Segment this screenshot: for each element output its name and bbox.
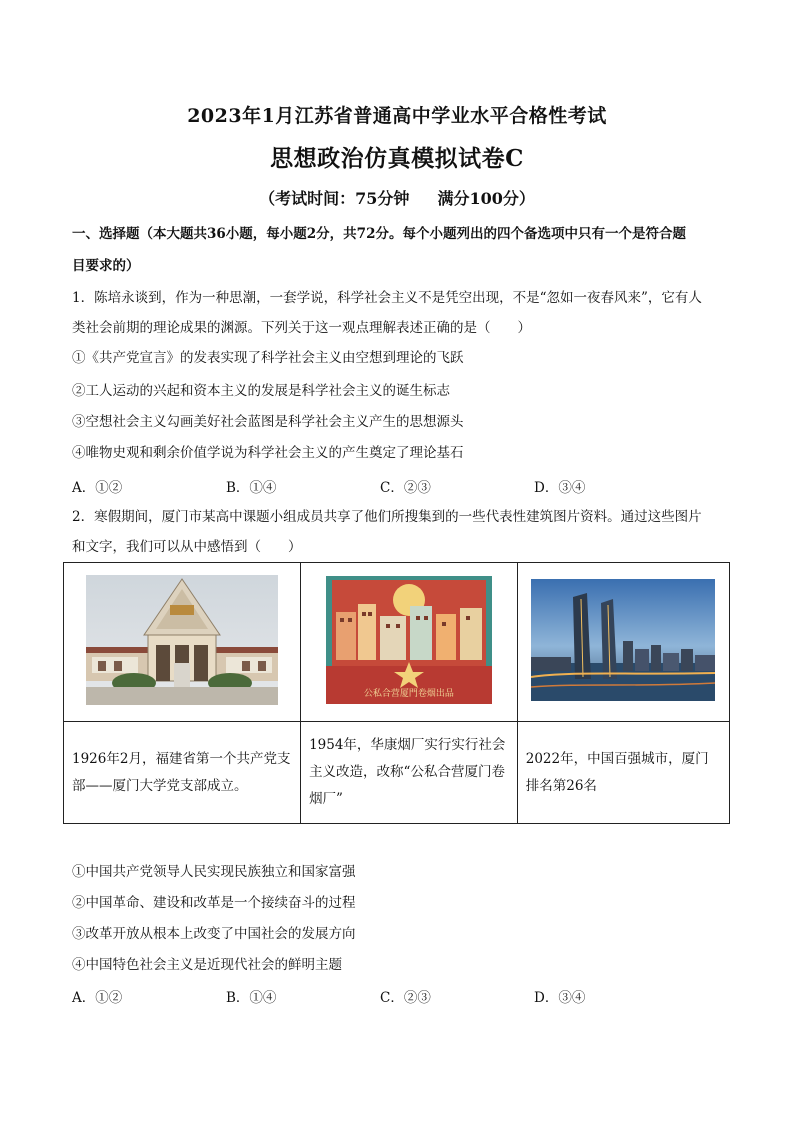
q1-statement-4: ④唯物史观和剩余价值学说为科学社会主义的产生奠定了理论基石 [72, 445, 464, 461]
q2-statement-3: ③改革开放从根本上改变了中国社会的发展方向 [72, 926, 356, 942]
q1-stem-line1: 1．陈培永谈到，作为一种思潮，一套学说，科学社会主义不是凭空出现，不是“忽如一夜春风来”，它有人 [72, 290, 702, 306]
q1-statement-3: ③空想社会主义勾画美好社会蓝图是科学社会主义产生的思想源头 [72, 414, 464, 430]
q2-option-c[interactable]: C．②③ [380, 990, 431, 1006]
q2-material-table [63, 562, 730, 824]
q1-options [72, 476, 732, 496]
q1-option-a[interactable]: A．①② [72, 480, 123, 496]
q1-option-b[interactable]: B．①④ [226, 480, 277, 496]
q1-option-d[interactable]: D．③④ [534, 480, 586, 496]
exam-time: （考试时间：75分钟 [259, 189, 410, 208]
photo-cell-1 [64, 563, 301, 722]
exam-subtitle: 思想政治仿真模拟试卷C [270, 145, 524, 172]
photo-cell-2 [301, 563, 518, 722]
caption-cell-2: 1954年，华康烟厂实行实行社会主义改造，改称“公私合营厦门卷烟厂” [301, 722, 518, 824]
q2-option-b[interactable]: B．①④ [226, 990, 277, 1006]
cigarette-factory-poster-photo [326, 576, 492, 704]
caption-cell-3: 2022年，中国百强城市，厦门排名第26名 [517, 722, 729, 824]
q2-stem-line1: 2．寒假期间，厦门市某高中课题小组成员共享了他们所搜集到的一些代表性建筑图片资料。通过这些图片 [72, 509, 702, 525]
q2-option-d[interactable]: D．③④ [534, 990, 586, 1006]
exam-title: 2023年1月江苏省普通高中学业水平合格性考试 [187, 105, 607, 127]
xiamen-university-building-photo [86, 575, 278, 705]
exam-score: 满分100分） [437, 189, 535, 208]
section-heading-line2: 目要求的） [72, 258, 140, 274]
photo-cell-3 [517, 563, 729, 722]
q2-statement-4: ④中国特色社会主义是近现代社会的鲜明主题 [72, 957, 342, 973]
q1-statement-1: ①《共产党宣言》的发表实现了科学社会主义由空想到理论的飞跃 [72, 350, 464, 366]
exam-info [0, 186, 794, 209]
q2-option-a[interactable]: A．①② [72, 990, 123, 1006]
q2-options [72, 986, 732, 1006]
q1-option-c[interactable]: C．②③ [380, 480, 431, 496]
xiamen-skyline-photo [531, 579, 715, 701]
q1-stem-line2: 类社会前期的理论成果的渊源。下列关于这一观点理解表述正确的是（ ） [72, 320, 531, 336]
poster-caption-text: 公私合营厦門卷烟出品 [363, 689, 454, 699]
caption-cell-1: 1926年2月，福建省第一个共产党支部——厦门大学党支部成立。 [64, 722, 301, 824]
q2-statement-2: ②中国革命、建设和改革是一个接续奋斗的过程 [72, 895, 356, 911]
q1-statement-2: ②工人运动的兴起和资本主义的发展是科学社会主义的诞生标志 [72, 383, 450, 399]
q2-stem-line2: 和文字，我们可以从中感悟到（ ） [72, 539, 302, 555]
section-heading-line1: 一、选择题（本大题共36小题，每小题2分，共72分。每个小题列出的四个备选项中只有一个是符合题 [72, 226, 686, 242]
q2-statement-1: ①中国共产党领导人民实现民族独立和国家富强 [72, 864, 356, 880]
